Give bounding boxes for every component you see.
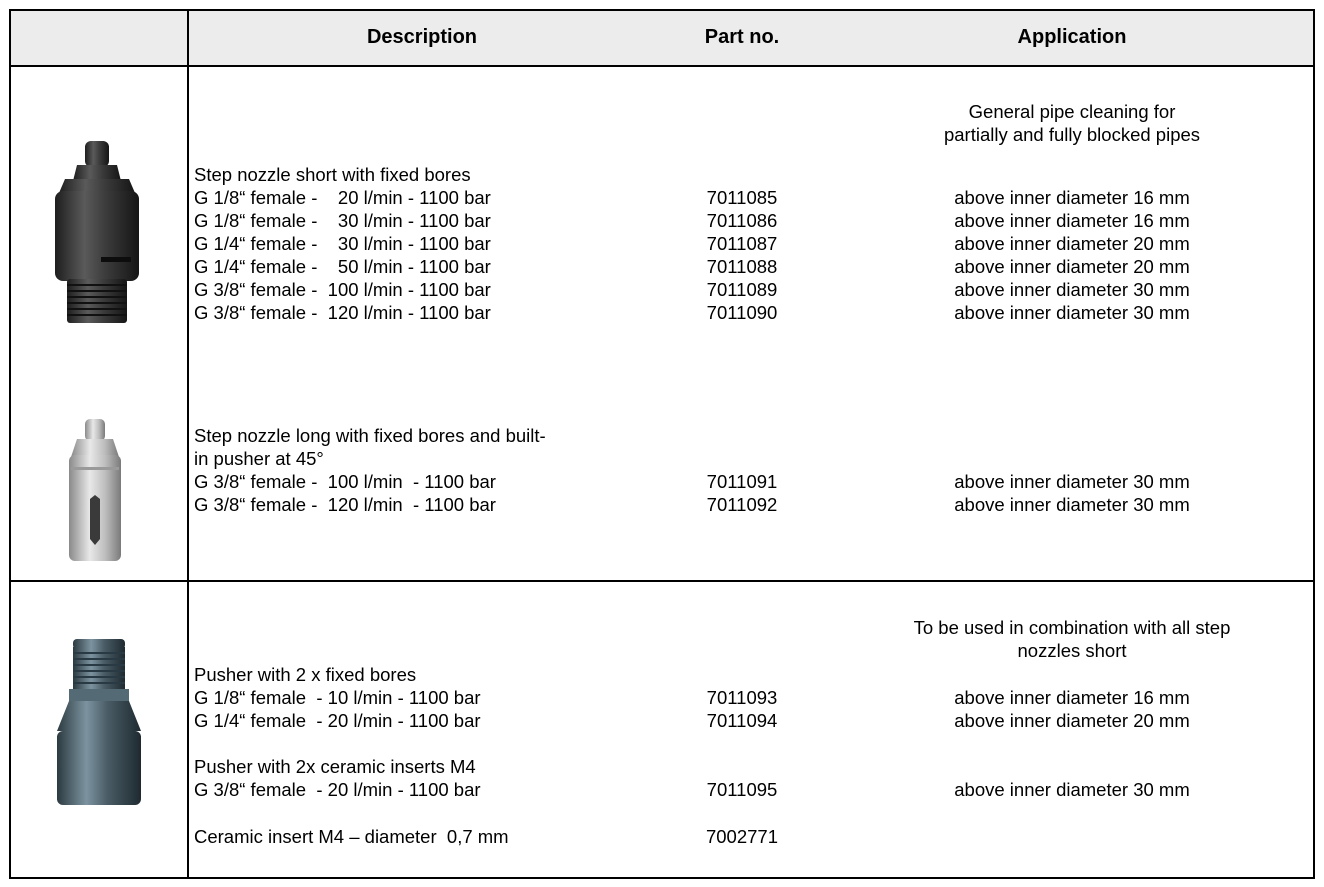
pusher-fixed-title: Pusher with 2 x fixed bores	[194, 664, 417, 685]
header-divider	[9, 65, 1315, 67]
description-cell: G 3/8“ female - 120 l/min - 1100 bar	[194, 494, 496, 515]
ceramic-insert-part-no: 7002771	[705, 826, 779, 847]
header-description: Description	[366, 26, 478, 48]
part-no-cell: 7011092	[706, 494, 778, 515]
application-cell: above inner diameter 30 mm	[954, 279, 1190, 300]
step-nozzle-long-title-line1: Step nozzle long with fixed bores and built-	[194, 425, 546, 446]
parts-table	[9, 9, 1315, 879]
header-application: Application	[1017, 26, 1127, 48]
border-top	[9, 9, 1315, 11]
application-cell: above inner diameter 16 mm	[954, 187, 1190, 208]
application-cell: above inner diameter 30 mm	[954, 471, 1190, 492]
description-cell: G 3/8“ female - 100 l/min - 1100 bar	[194, 471, 496, 492]
part-no-cell: 7011089	[706, 279, 778, 300]
section-divider	[9, 580, 1315, 582]
silver-step-nozzle-long-image	[57, 417, 133, 567]
application-intro-line1: To be used in combination with all step	[913, 617, 1231, 638]
step-nozzle-long-title-line2: in pusher at 45°	[194, 448, 324, 469]
application-cell: above inner diameter 30 mm	[954, 494, 1190, 515]
pusher-image	[55, 637, 143, 809]
description-cell: G 1/8“ female - 20 l/min - 1100 bar	[194, 187, 491, 208]
part-no-cell: 7011091	[706, 471, 778, 492]
description-cell: G 1/8“ female - 10 l/min - 1100 bar	[194, 687, 481, 708]
description-cell: G 1/4“ female - 20 l/min - 1100 bar	[194, 710, 481, 731]
application-intro-line2: partially and fully blocked pipes	[943, 124, 1201, 145]
application-cell: above inner diameter 16 mm	[954, 687, 1190, 708]
part-no-cell: 7011087	[706, 233, 778, 254]
dark-step-nozzle-short-image	[43, 139, 151, 329]
description-cell: G 1/4“ female - 30 l/min - 1100 bar	[194, 233, 491, 254]
application-cell: above inner diameter 20 mm	[954, 233, 1190, 254]
part-no-cell: 7011093	[706, 687, 778, 708]
pusher-ceramic-title: Pusher with 2x ceramic inserts M4	[194, 756, 476, 777]
application-cell: above inner diameter 30 mm	[954, 779, 1190, 800]
part-no-cell: 7011085	[706, 187, 778, 208]
description-cell: G 3/8“ female - 120 l/min - 1100 bar	[194, 302, 491, 323]
part-no-cell: 7011090	[706, 302, 778, 323]
application-cell: above inner diameter 20 mm	[954, 710, 1190, 731]
description-cell: G 3/8“ female - 20 l/min - 1100 bar	[194, 779, 481, 800]
description-cell: G 3/8“ female - 100 l/min - 1100 bar	[194, 279, 491, 300]
application-cell: above inner diameter 30 mm	[954, 302, 1190, 323]
application-cell: above inner diameter 16 mm	[954, 210, 1190, 231]
description-cell: G 1/4“ female - 50 l/min - 1100 bar	[194, 256, 491, 277]
column-divider-image	[187, 9, 189, 879]
application-cell: above inner diameter 20 mm	[954, 256, 1190, 277]
description-cell: G 1/8“ female - 30 l/min - 1100 bar	[194, 210, 491, 231]
ceramic-insert-description: Ceramic insert M4 – diameter 0,7 mm	[194, 826, 509, 847]
part-no-cell: 7011086	[706, 210, 778, 231]
border-left	[9, 9, 11, 879]
header-part-no: Part no.	[704, 26, 780, 48]
border-bottom	[9, 877, 1315, 879]
part-no-cell: 7011094	[706, 710, 778, 731]
application-intro-line1: General pipe cleaning for	[968, 101, 1176, 122]
part-no-cell: 7011095	[706, 779, 778, 800]
part-no-cell: 7011088	[706, 256, 778, 277]
application-intro-line2: nozzles short	[1017, 640, 1127, 661]
step-nozzle-short-title: Step nozzle short with fixed bores	[194, 164, 471, 185]
